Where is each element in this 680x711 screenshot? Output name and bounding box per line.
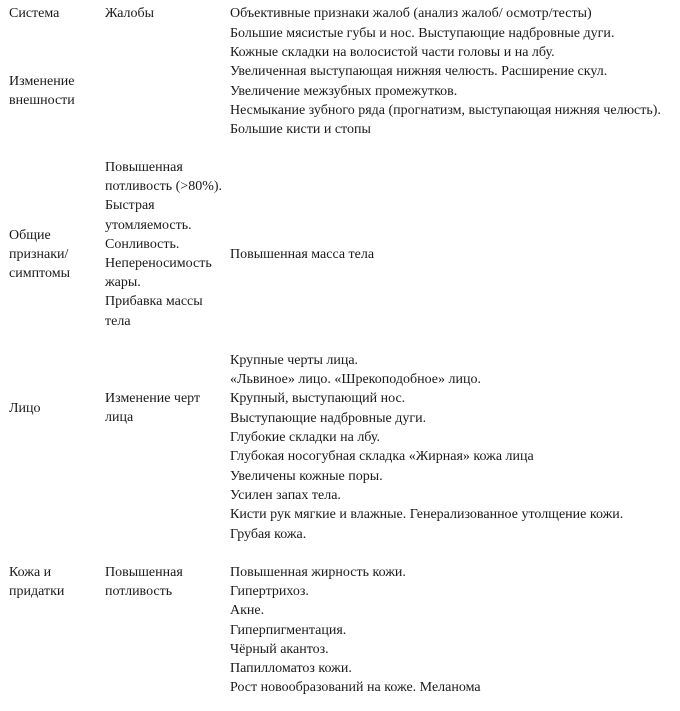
row-complaints-general [105, 158, 227, 331]
row-system-face: Лицо [9, 401, 41, 416]
row-system-skin: Кожа и придатки [9, 565, 65, 600]
sign-item: Глубокая носогубная складка «Жирная» кожа лица [230, 449, 534, 465]
sign-item: Чёрный акантоз. [230, 641, 329, 657]
complaint-item: Сонливость. [105, 236, 180, 252]
complaint-item: Непереносимость жары. [105, 256, 212, 291]
complaint-item: Прибавка массы тела [105, 294, 203, 329]
sign-item: Выступающие надбровные дуги. [230, 410, 427, 426]
header-objective-signs: Объективные признаки жалоб (анализ жалоб/ осмотр/тесты) [230, 6, 592, 21]
row-signs-face [230, 351, 676, 466]
header-complaints: Жалобы [105, 6, 155, 21]
complaint-item: Повышенная потливость [105, 565, 183, 600]
sign-item: Крупные черты лица. [230, 353, 359, 368]
complaint-item: Повышенная потливость (>80%). [105, 160, 223, 195]
sign-item: Гиперпигментация. [230, 622, 347, 638]
sign-item: Рост новообразований на коже. Меланома [230, 680, 481, 696]
sign-item: Повышенная жирность кожи. [230, 565, 406, 580]
row-system-general: Общие признаки/ симптомы [9, 228, 70, 282]
row-signs-skin [230, 563, 676, 697]
sign-item: Большие кисти и стопы [230, 122, 371, 138]
row-signs-appearance [230, 24, 676, 139]
sign-item: Увеличены кожные поры. [230, 469, 383, 484]
sign-item: Увеличенная выступающая нижняя челюсть. Расширение скул. [230, 64, 608, 80]
sign-item: Большие мясистые губы и нос. Выступающие надбровные дуги. [230, 26, 615, 41]
row-complaints-face [105, 389, 227, 427]
complaint-item: Быстрая утомляемость. [105, 198, 192, 233]
sign-item: Кисти рук мягкие и влажные. Генерализованное утолщение кожи. [230, 507, 624, 523]
row-signs-general [230, 245, 676, 264]
row-system-appearance: Изменение внешности [9, 74, 75, 109]
sign-item: Грубая кожа. [230, 526, 307, 542]
row-signs-skin-pre [230, 467, 676, 544]
row-complaints-skin [105, 563, 227, 601]
sign-item: Увеличение межзубных промежутков. [230, 83, 458, 99]
complaint-item: Изменение черт лица [105, 391, 201, 426]
sign-item: Папилломатоз кожи. [230, 661, 352, 677]
sign-item: Повышенная масса тела [230, 247, 375, 262]
sign-item: Несмыкание зубного ряда (прогнатизм, выступающая нижняя челюсть). [230, 102, 661, 118]
sign-item: Глубокие складки на лбу. [230, 429, 380, 445]
sign-item: Кожные складки на волосистой части головы и на лбу. [230, 45, 555, 61]
sign-item: Гипертрихоз. [230, 584, 309, 600]
header-system: Система [9, 6, 60, 21]
sign-item: «Львиное» лицо. «Шрекоподобное» лицо. [230, 372, 481, 388]
sign-item: Акне. [230, 603, 265, 619]
sign-item: Крупный, выступающий нос. [230, 391, 406, 407]
sign-item: Усилен запах тела. [230, 488, 341, 504]
